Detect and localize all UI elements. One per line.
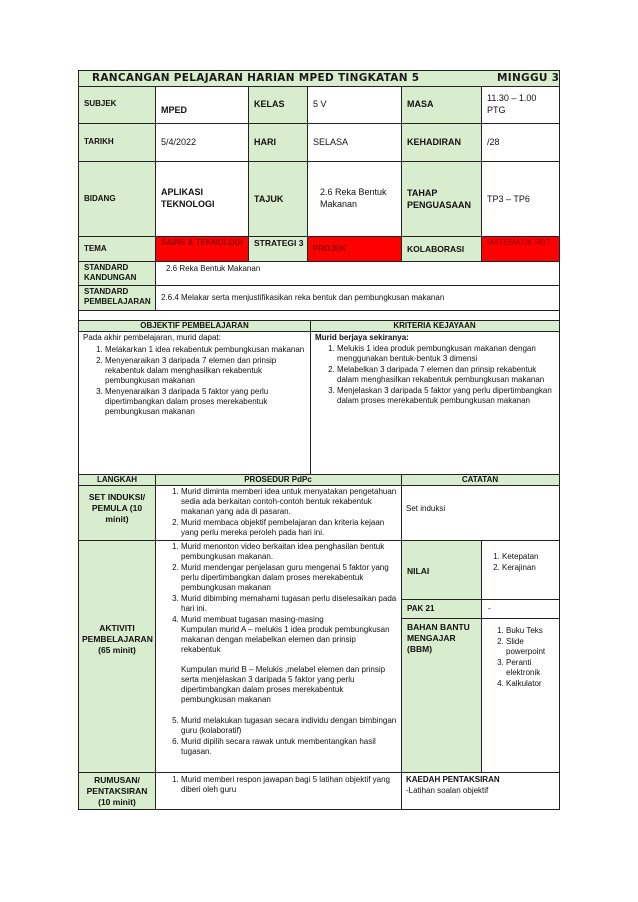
kriteria-content	[315, 333, 555, 407]
tema-value: SAINS & TEKNOLOGI	[161, 238, 244, 247]
kaedah-value: -Latihan soalan objektif	[406, 786, 489, 795]
aktiviti-item-text: Murid membuat tugasan masing-masing	[181, 615, 324, 624]
objektif-item: 1. Melakarkan 1 idea rekabentuk pembungkusan makanan	[105, 345, 305, 355]
hari-value: SELASA	[313, 137, 349, 147]
tema-label: TEMA	[84, 244, 107, 253]
kehadiran-label: KEHADIRAN	[407, 137, 461, 147]
label-col2-bg	[248, 87, 307, 261]
rumusan-label: RUMUSAN/ PENTAKSIRAN (10 minit)	[86, 775, 148, 807]
set-induksi-catatan: Set induksi	[406, 504, 446, 513]
bbm-item: 4. Kalkulator	[506, 679, 556, 689]
tahap-value: TP3 – TP6	[487, 194, 530, 204]
kriteria-item: 1. Melukis 1 idea produk pembungkusan makanan dengan menggunakan bentuk-bentuk 3 dimensi	[337, 344, 555, 364]
aktiviti-item: 6. Murid dipilih secara rawak untuk membentangkan hasil tugasan.	[181, 737, 397, 757]
kaedah-label: KAEDAH PENTAKSIRAN	[406, 775, 500, 784]
nilai-item: 2. Kerajinan	[502, 563, 556, 573]
kandungan-label: STANDARD KANDUNGAN	[84, 263, 137, 282]
catatan-label: CATATAN	[461, 475, 499, 484]
label-col3-bg	[401, 87, 481, 261]
aktiviti-item: 3. Murid dibimbing memahami tugasan perlu diselesaikan pada hari ini.	[181, 594, 397, 614]
objektif-item: 3. Menyenaraikan 3 daripada 5 faktor yang perlu dipertimbangkan dalam proses merekabentuk pembungkusan makanan	[105, 387, 305, 417]
tahap-label: TAHAP PENGUASAAN	[407, 188, 472, 210]
subjek-label: SUBJEK	[84, 99, 117, 108]
nilai-list	[486, 552, 556, 574]
kriteria-item: 2. Melabelkan 3 daripada 7 elemen dan prinsip rekabentuk dalam menghasilkan rekabentuk pembungkusan makanan	[337, 365, 555, 385]
pak-label: PAK 21	[407, 604, 435, 613]
aktiviti-item: 2. Murid mendengar penjelasan guru mengenai 5 faktor yang perlu dipertimbangkan dalam proses merekabentuk pembungkusan makanan	[181, 563, 397, 593]
kriteria-item: 3. Menjelaskan 3 daripada 5 faktor yang perlu dipertimbangkan dalam proses merekabentuk pembungkusan makanan	[337, 386, 555, 406]
kolaborasi-value: KOLABORASI	[407, 244, 465, 254]
bidang-value: APLIKASI TEKNOLOGI	[161, 187, 215, 209]
tajuk-label: TAJUK	[254, 194, 284, 204]
aktiviti-cell	[79, 541, 155, 772]
subjek-value: MPED	[161, 105, 188, 115]
matematik-value: MATEMATIK RBT	[487, 238, 551, 247]
set-induksi-label: SET INDUKSI/ PEMULA (10 minit)	[88, 492, 146, 524]
aktiviti-content	[159, 542, 397, 758]
kriteria-intro: Murid berjaya sekiranya:	[315, 333, 409, 342]
prosedur-label: PROSEDUR PdPc	[244, 475, 312, 484]
objektif-item: 2. Menyenaraikan 3 daripada 7 elemen dan prinsip rekabentuk dalam menghasilkan rekabentuk pembungkusan makanan	[105, 356, 305, 386]
objektif-intro: Pada akhir pembelajaran, murid dapat:	[83, 333, 221, 342]
kandungan-value: 2.6 Reka Bentuk Makanan	[166, 264, 261, 273]
week-label: MINGGU 3	[497, 72, 560, 84]
bidang-label: BIDANG	[84, 194, 116, 203]
tarikh-value: 5/4/2022	[161, 137, 197, 147]
projek-value: PROJEK	[313, 244, 346, 253]
hari-label: HARI	[254, 137, 276, 147]
langkah-label: LANGKAH	[97, 475, 137, 484]
tajuk-value: 2.6 Reka Bentuk Makanan	[320, 187, 387, 209]
bbm-list	[486, 626, 556, 690]
aktiviti-item	[181, 615, 397, 715]
kriteria-label: KRITERIA KEJAYAAN	[393, 321, 476, 330]
kelas-label: KELAS	[254, 99, 285, 109]
nilai-label: NILAI	[407, 566, 430, 576]
bbm-label: BAHAN BANTU MENGAJAR (BBM)	[407, 622, 470, 654]
set-induksi-item: 2. Murid membaca objektif pembelajaran dan kriteria kejaan yang perlu mereka peroleh pada hari ini.	[181, 518, 397, 538]
set-induksi-content	[159, 487, 397, 539]
kehadiran-value: /28	[487, 137, 500, 147]
bbm-item: 1. Buku Teks	[506, 626, 556, 636]
bbm-item: 3. Peranti elektronik	[506, 658, 556, 678]
pembelajaran-value: 2.6.4 Melakar serta menjustifikasikan reka bentuk dan pembungkusan makanan	[161, 293, 445, 302]
set-induksi-item: 1. Murid diminta memberi idea untuk menyatakan pengetahuan sedia ada berkaitan contoh-contoh bentuk rekabentuk makanan yang ada di pasaran.	[181, 487, 397, 517]
strategi-label: STRATEGI 3	[254, 238, 304, 248]
nilai-item: 1. Ketepatan	[502, 552, 556, 562]
tarikh-label: TARIKH	[84, 137, 114, 146]
kelas-value: 5 V	[313, 99, 327, 109]
masa-value: 11.30 – 1.00 PTG	[487, 93, 537, 115]
pak-value: -	[488, 604, 491, 613]
aktiviti-item: 1. Murid menonton video berkaitan idea penghasilan bentuk pembungkusan makanan.	[181, 542, 397, 562]
rumusan-item: 1. Murid memberi respon jawapan bagi 5 latihan objektif yang diberi oleh guru	[181, 775, 397, 795]
pembelajaran-label: STANDARD PEMBELAJARAN	[84, 287, 151, 306]
objektif-content	[83, 333, 305, 418]
kumpulan-a: Kumpulan murid A – melukis 1 idea produk pembungkusan makanan dengan melabelkan elemen dan prinsip rekabentuk	[181, 625, 390, 654]
plan-title: RANCANGAN PELAJARAN HARIAN MPED TINGKATAN 5	[92, 72, 420, 84]
aktiviti-label: AKTIVITI PEMBELAJARAN (65 minit)	[82, 623, 153, 655]
bbm-item: 2. Slide powerpoint	[506, 637, 556, 657]
objektif-label: OBJEKTIF PEMBELAJARAN	[140, 321, 249, 330]
kumpulan-b: Kumpulan murid B – Melukis ,melabel elemen dan prinsip serta menjelaskan 3 daripada 5 faktor yang perlu dipertimbangkan dalam proses merekabentuk pembungkusan makanan	[181, 665, 386, 704]
masa-label: MASA	[407, 99, 434, 109]
aktiviti-item: 5. Murid melakukan tugasan secara individu dengan bimbingan guru (kolaboratif)	[181, 716, 397, 736]
rumusan-content	[159, 775, 397, 796]
